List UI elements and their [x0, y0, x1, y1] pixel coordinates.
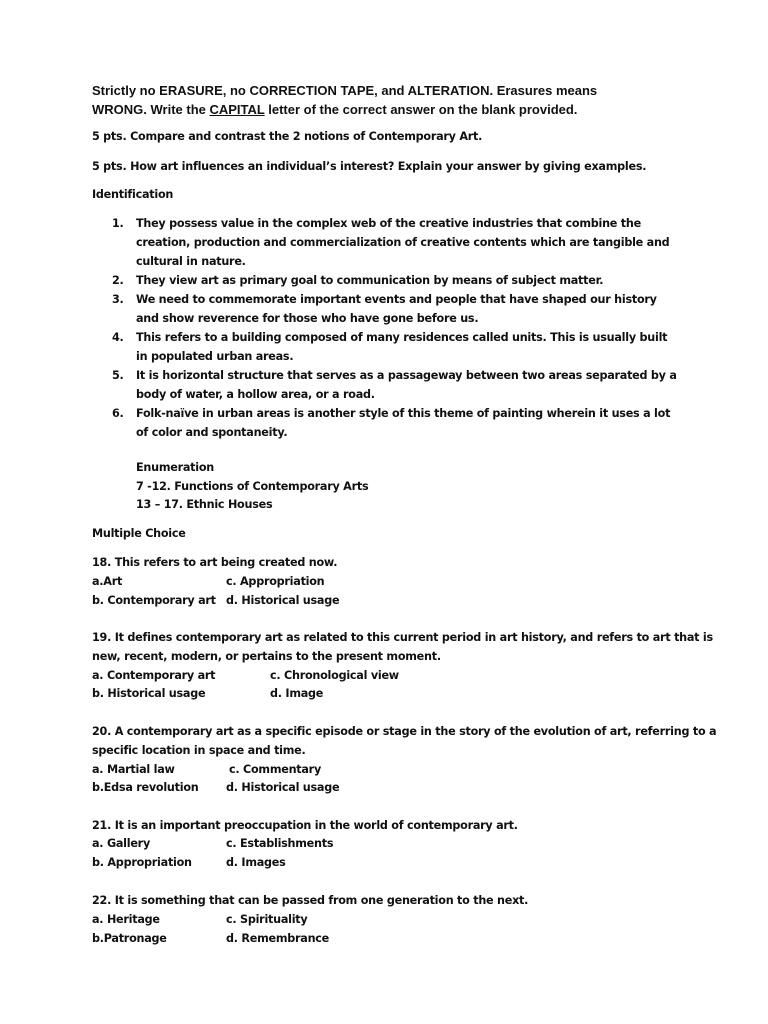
item-text: They view art as primary goal to communication by means of subject matter.: [136, 274, 604, 287]
item-number: 6.: [112, 407, 124, 420]
instructions-header: [92, 81, 652, 119]
item-number: 4.: [112, 331, 124, 344]
item-text: This refers to a building composed of many residences called units. This is usually built in populated urban areas.: [136, 331, 668, 363]
choice-c: c. Spirituality: [226, 913, 308, 926]
choice-d: d. Historical usage: [226, 781, 340, 794]
question-21: 21. It is an important preoccupation in the world of contemporary art.: [92, 819, 518, 832]
choice-b: b. Historical usage: [92, 687, 206, 700]
choice-b: b.Patronage: [92, 932, 167, 945]
item-text: They possess value in the complex web of the creative industries that combine the creation, production and commercialization of creative contents which are tangible and cultural in nature.: [136, 217, 670, 268]
identification-list: [92, 214, 682, 442]
enumeration-title: Enumeration: [136, 461, 214, 474]
list-item: [92, 328, 682, 366]
choice-d: d. Remembrance: [226, 932, 330, 945]
choice-c: c. Commentary: [229, 763, 321, 776]
question-22: 22. It is something that can be passed from one generation to the next.: [92, 894, 529, 907]
choice-d: d. Images: [226, 856, 286, 869]
identification-title: Identification: [92, 188, 174, 201]
list-item: [92, 404, 682, 442]
item-number: 1.: [112, 217, 124, 230]
choice-d: d. Image: [270, 687, 324, 700]
item-number: 5.: [112, 369, 124, 382]
question-18: 18. This refers to art being created now.: [92, 556, 338, 569]
item-text: Folk-naïve in urban areas is another style of this theme of painting wherein it uses a lot of color and spontaneity.: [136, 407, 671, 439]
item-number: 3.: [112, 293, 124, 306]
question-19: 19. It defines contemporary art as related to this current period in art history, and refers to art that is: [92, 631, 713, 644]
choice-a: a. Gallery: [92, 837, 150, 850]
question-20-cont: specific location in space and time.: [92, 744, 306, 757]
multiple-choice-title: Multiple Choice: [92, 527, 186, 540]
choice-a: a. Martial law: [92, 763, 175, 776]
question-19-cont: new, recent, modern, or pertains to the present moment.: [92, 650, 441, 663]
instructions-text-end: letter of the correct answer on the blank provided.: [264, 102, 578, 117]
list-item: [92, 214, 682, 271]
choice-b: b.Edsa revolution: [92, 781, 199, 794]
list-item: [92, 366, 682, 404]
choice-a: a. Heritage: [92, 913, 160, 926]
list-item: [92, 271, 682, 290]
capital-underlined: CAPITAL: [209, 102, 265, 117]
essay-question-2: 5 pts. How art influences an individual’s interest? Explain your answer by giving examples.: [92, 160, 647, 173]
enumeration-item: 13 – 17. Ethnic Houses: [136, 498, 273, 511]
choice-c: c. Establishments: [226, 837, 334, 850]
choice-b: b. Appropriation: [92, 856, 192, 869]
item-text: We need to commemorate important events and people that have shaped our history and show reverence for those who have gone before us.: [136, 293, 657, 325]
enumeration-item: 7 -12. Functions of Contemporary Arts: [136, 480, 369, 493]
choice-a: a. Contemporary art: [92, 669, 216, 682]
item-text: It is horizontal structure that serves as a passageway between two areas separated by a body of water, a hollow area, or a road.: [136, 369, 677, 401]
item-number: 2.: [112, 274, 124, 287]
list-item: [92, 290, 682, 328]
choice-d: d. Historical usage: [226, 594, 340, 607]
instructions-text: Strictly no ERASURE, no CORRECTION TAPE, and ALTERATION. Erasures means WRONG. Write the: [92, 83, 598, 117]
essay-question-1: 5 pts. Compare and contrast the 2 notions of Contemporary Art.: [92, 130, 483, 143]
choice-b: b. Contemporary art: [92, 594, 216, 607]
choice-c: c. Chronological view: [270, 669, 399, 682]
choice-c: c. Appropriation: [226, 575, 325, 588]
question-20: 20. A contemporary art as a specific episode or stage in the story of the evolution of art, referring to a: [92, 725, 717, 738]
choice-a: a.Art: [92, 575, 123, 588]
